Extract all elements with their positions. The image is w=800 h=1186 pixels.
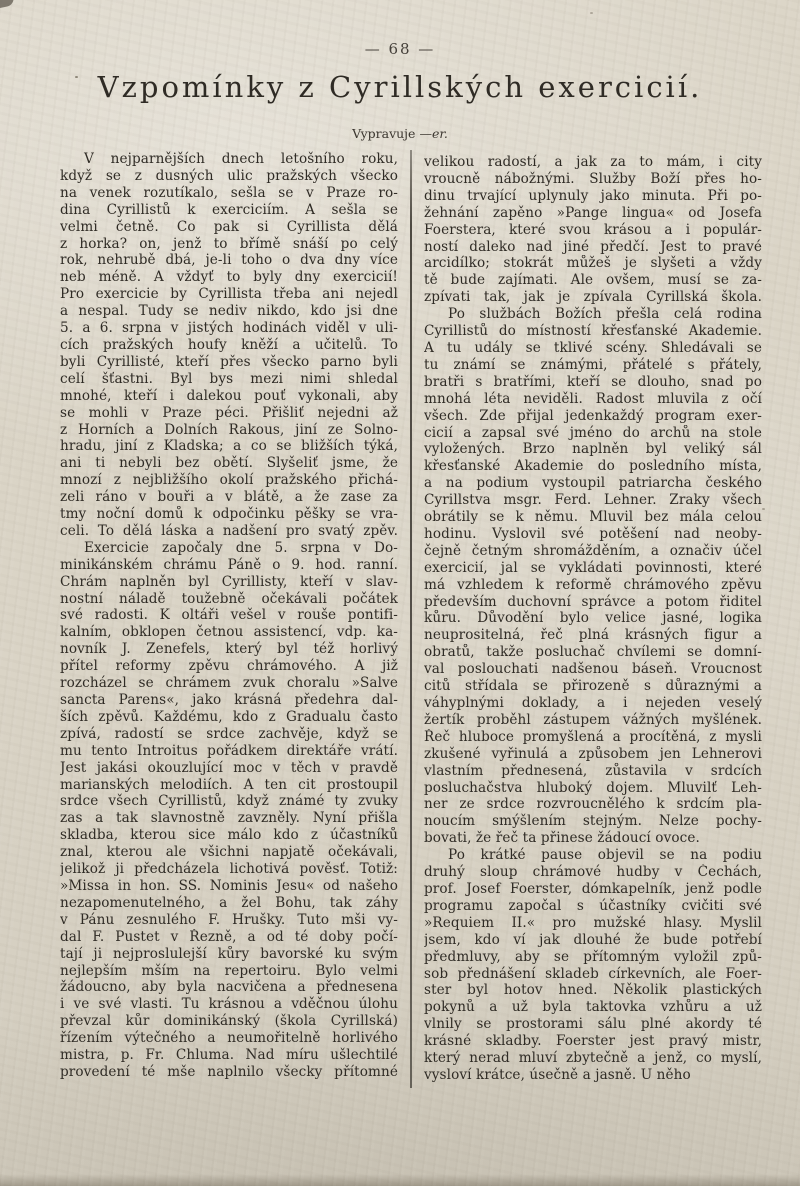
text-line: znal, kterou ale všichni napjatě očekávali,	[60, 844, 398, 861]
text-line: vroucně nábožnými. Služby Boží přes ho-	[424, 170, 762, 187]
text-line: byli Cyrillisté, kteří přes všecko parno byli	[60, 353, 398, 370]
text-line: ani ti nebyli bez obětí. Slyšeliť jsme, že	[60, 455, 398, 472]
right-text-column	[424, 154, 762, 1084]
text-line: a na podium vystoupil patriarcha českého	[424, 475, 762, 492]
text-line: cicií a zapsal své jméno do archů na stole	[424, 424, 762, 441]
text-line: celí šťastni. Byl bys mezi nimi shledal	[60, 370, 398, 387]
text-line: minikánském chrámu Páně o 9. hod. ranní.	[60, 556, 398, 573]
text-line: i ve své vlasti. Tu krásnou a vděčnou úlohu	[60, 996, 398, 1013]
text-line: vlnily se prostorami sálu plné akordy té	[424, 1016, 762, 1033]
text-line: a nespal. Tudy se nediv nikdo, kdo jsi dne	[60, 303, 398, 320]
text-line: tě bude zajímati. Ale ovšem, musí se za-	[424, 272, 762, 289]
text-line: obrátily se k němu. Mluvil bez mála celou	[424, 509, 762, 526]
text-line: pokynů a už byla taktovka vzhůru a už	[424, 999, 762, 1016]
text-line: skladba, kterou sice málo kdo z účastníků	[60, 827, 398, 844]
text-line: bovati, že řeč ta přinese žádoucí ovoce.	[424, 830, 700, 847]
text-line: Po službách Božích přešla celá rodina	[448, 306, 762, 323]
text-line: křesťanské Akademie do posledního místa,	[424, 458, 762, 475]
text-line: neb méně. A vždyť to byly dny exercicií!	[60, 269, 398, 286]
text-line: vysloví krátce, úsečně a jasně. U něho	[424, 1066, 691, 1083]
text-line: zpívá, radostí se srdce zachvěje, když se	[60, 725, 398, 742]
text-line: na venek rozutíkalo, sešla se v Praze ro-	[60, 184, 398, 201]
text-line: »Requiem II.« pro mužské hlasy. Myslil	[424, 914, 762, 931]
text-line: dina Cyrillistů k exerciciím. A sešla se	[60, 201, 398, 218]
text-line: marianských melodiích. A ten cit prostoupil	[60, 776, 398, 793]
text-line: sob přednášení skladeb církevních, ale Foer-	[424, 965, 762, 982]
text-line: žertík proběhl zástupem vážných myšlének.	[424, 711, 762, 728]
text-line: předmluvy, aby se přítomným vyložil způ-	[424, 948, 762, 965]
text-line: V nejparnějších dnech letošního roku,	[84, 151, 398, 167]
text-line: ších zpěvů. Každému, kdo z Gradualu často	[60, 708, 398, 725]
text-line: programu započal s účastníky cvičiti své	[424, 897, 762, 914]
text-line: nezapomenutelného, a žel Bohu, tak záhy	[60, 894, 398, 911]
text-line: cích pražských houfy kněží a učitelů. To	[60, 336, 398, 353]
text-line: 5. a 6. srpna v jistých hodinách viděl v uli-	[60, 320, 398, 337]
text-line: mnohé, kteří i dalekou pouť vykonali, aby	[60, 387, 398, 404]
text-line: srdce všech Cyrillistů, když známé ty zvuky	[60, 793, 398, 810]
text-line: velikou radostí, a jak za to mám, i city	[424, 154, 762, 170]
text-line: Cyrillstva msgr. Ferd. Lehner. Zraky všech	[424, 492, 762, 509]
text-line: tu známí se známými, přátelé s přátely,	[424, 356, 762, 373]
text-line: řízením výtečného a neumořitelně horlivého	[60, 1030, 398, 1047]
text-line: nejlepším mším na repertoiru. Bylo velmi	[60, 962, 398, 979]
text-line: ner ze srdce rozvroucnělého k srdcím pla-	[424, 796, 762, 813]
text-line: převzal kůr dominikánský (škola Cyrillská)	[60, 1013, 398, 1030]
text-line: zpívati tak, jak je zpívala Cyrillská škola.	[424, 289, 762, 306]
text-line: ností daleko nad jiné předčí. Jest to pravé	[424, 238, 762, 255]
text-line: který nerad mluví zbytečně a jenž, co myslí,	[424, 1050, 762, 1067]
byline	[0, 126, 800, 141]
text-line: posluchačstva hluboký dojem. Mluvilť Leh-	[424, 779, 762, 796]
text-line: jelikož ji předcházela lichotivá pověsť. Totiž:	[60, 861, 398, 878]
text-line: Po krátké pause objevil se na podiu	[448, 847, 762, 864]
text-line: sancta Parens«, jako krásná předehra dal-	[60, 692, 398, 708]
text-line: noucím smýšlením stejným. Nelze pochy-	[424, 813, 762, 830]
text-line: rok, nehrubě dbá, je-li toho o dva dny více	[60, 252, 398, 269]
text-line: tmy noční domů k odpočinku pěšky se vra-	[60, 506, 398, 523]
text-line: dinu trvající uplynuly jako minuta. Při po-	[424, 187, 762, 204]
text-line: z Horních a Dolních Rakous, jiní ze Solno-	[60, 421, 398, 438]
text-line: mistra, p. Fr. Chluma. Nad míru ušlechtilé	[60, 1047, 398, 1064]
text-line: hradu, jiní z Kladska; a co se bližších týká,	[60, 438, 398, 455]
text-line: bratři s bratřími, kteří se dlouho, snad po	[424, 373, 762, 390]
byline-author: —er.	[419, 126, 448, 141]
text-line: všech. Zde přijal jedenkaždý program exer-	[424, 407, 762, 424]
column-divider-rule	[410, 150, 412, 1088]
text-line: val poslouchati nadšenou báseň. Vroucnost	[424, 661, 762, 678]
text-line: zas a tak slavnostně zavzněly. Nyní přišla	[60, 810, 398, 827]
text-line: váhyplnými doklady, a i nejeden veselý	[424, 695, 762, 711]
text-line: má vzhledem k reformě chrámového zpěvu	[424, 576, 762, 593]
text-line: hodinu. Vyslovil své potěšení nad neoby-	[424, 525, 762, 542]
text-line: čejně četným shromážděním, a označiv účel	[424, 542, 762, 559]
text-line: zeli ráno v bouři a v blátě, a že zase za	[60, 489, 398, 506]
text-line: krásné skladby. Foerster jest pravý mistr,	[424, 1033, 762, 1050]
text-line: především duchovní správce a potom řiditel	[424, 593, 762, 610]
text-line: mnozí z nejbližšího okolí pražského přichá-	[60, 472, 398, 489]
text-line: v Pánu zesnulého F. Hrušky. Tuto mši vy-	[60, 911, 398, 928]
text-line: celi. To dělá láska a nadšení pro svatý zpěv.	[60, 522, 398, 539]
text-line: velmi četně. Co pak si Cyrillista dělá	[60, 218, 398, 235]
text-line: Řeč hluboce promyšlená a procítěná, z mysli	[424, 728, 762, 745]
text-line: Foerstera, které svou krásou a i populár-	[424, 221, 762, 238]
text-line: vyložených. Brzo naplněn byl veliký sál	[424, 441, 762, 458]
text-line: prof. Josef Foerster, dómkapelník, jenž podle	[424, 880, 762, 897]
article-title: Vzpomínky z Cyrillských exercicií.	[97, 70, 703, 104]
text-line: novník J. Zenefels, který byl též horlivý	[60, 641, 398, 658]
text-line: vlastním přednesená, zůstavila v srdcích	[424, 762, 762, 779]
left-text-column	[60, 151, 398, 1081]
text-line: kalním, obklopen četnou assistencí, vdp. ka-	[60, 624, 398, 641]
text-line: zkušené vyřinulá a způsobem jen Lehnerovi	[424, 745, 762, 762]
text-line: »Missa in hon. SS. Nominis Jesu« od našeho	[60, 877, 398, 894]
text-line: A tu udály se tklivé scény. Shledávali se	[424, 339, 762, 356]
text-line: žehnání zapěno »Pange lingua« od Josefa	[424, 204, 762, 221]
text-line: Cyrillistů do místností křesťanské Akademie.	[424, 323, 762, 340]
text-line: citů střídala se přirozeně s důraznými a	[424, 678, 762, 695]
scan-corner-shadow	[0, 0, 15, 9]
paper-speck	[590, 12, 593, 14]
text-line: obratů, takže posluchač chvílemi se domní-	[424, 644, 762, 661]
text-line: dal F. Pustet v Řezně, a od té doby počí-	[60, 928, 398, 945]
text-line: své radosti. K oltáři vešel v rouše pontifi-	[60, 607, 398, 624]
byline-label: Vypravuje	[352, 126, 420, 141]
text-line: mu tento Introitus pořádkem direktáře vrátí.	[60, 742, 398, 759]
text-line: neuprositelná, řeč plná krásných figur a	[424, 627, 762, 644]
text-line: z horka? on, jenž to břímě snáší po celý	[60, 235, 398, 252]
text-line: mnohá léta neviděli. Radost mluvila z očí	[424, 390, 762, 407]
text-line: Chrám naplněn byl Cyrillisty, kteří v slav-	[60, 573, 398, 590]
text-line: rozcházel se chrámem zvuk choralu »Salve	[60, 675, 398, 692]
text-line: Pro exercicie by Cyrillista třeba ani nejedl	[60, 286, 398, 303]
text-line: arcidílko; stokrát můžeš je slyšeti a vždy	[424, 255, 762, 272]
text-line: kůru. Důvodění bylo velice jasné, logika	[424, 610, 762, 627]
paper-speck	[762, 508, 765, 510]
text-line: nostní náladě toužebně očekávali počátek	[60, 590, 398, 607]
text-line: přítel reformy zpěvu chrámového. A již	[60, 658, 398, 675]
text-line: ster byl hotov hned. Několik plastických	[424, 982, 762, 999]
text-line: Exercicie započaly dne 5. srpna v Do-	[84, 539, 398, 556]
text-line: když se z dusných ulic pražských všecko	[60, 167, 398, 184]
text-line: žádoucno, aby byla nacvičena a přednesena	[60, 979, 398, 996]
text-line: exercicií, jal se vykládati povinnosti, které	[424, 559, 762, 576]
text-line: tají ji nejproslulejší kůry bavorské ku svým	[60, 945, 398, 962]
text-line: Jest jakási okouzlující moc v těch v pravdě	[60, 759, 398, 776]
page-number: — 68 —	[364, 40, 436, 58]
text-line: druhý sloup chrámové hudby v Čechách,	[424, 864, 762, 881]
text-line: jsem, kdo ví jak dlouhé že bude potřebí	[424, 931, 762, 948]
text-line: se mohli v Praze péci. Přišliť nejedni až	[60, 404, 398, 421]
text-line: provedení té mše naplnilo všecky přítomné	[60, 1063, 398, 1080]
